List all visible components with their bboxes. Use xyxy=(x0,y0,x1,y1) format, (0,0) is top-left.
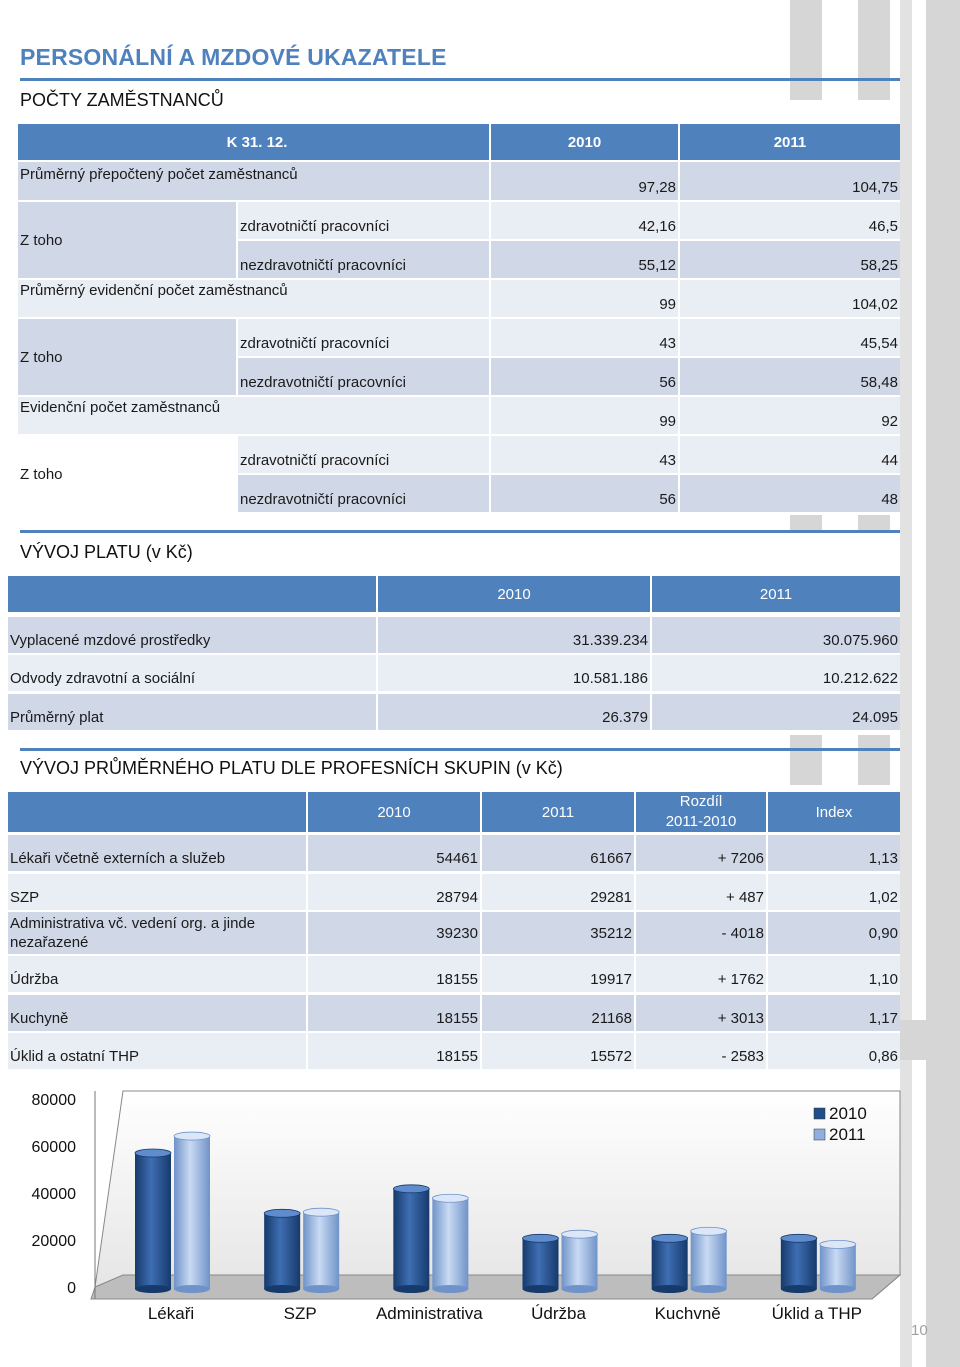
chart-bar-base xyxy=(393,1285,429,1293)
chart-bar-2011 xyxy=(562,1234,598,1289)
table3-cell-diff: - 4018 xyxy=(636,912,766,954)
table2-header-empty xyxy=(8,576,376,612)
table1-cell-2010: 55,12 xyxy=(491,241,678,278)
table3-cell-2010: 39230 xyxy=(308,912,480,954)
chart-xtick-label: Lékaři xyxy=(147,1304,195,1323)
page-title: PERSONÁLNÍ A MZDOVÉ UKAZATELE xyxy=(20,44,447,70)
table3-cell-2010: 18155 xyxy=(308,1033,480,1069)
chart-bar-base xyxy=(174,1285,210,1293)
table3-header-diff-line1: Rozdíl xyxy=(679,793,723,810)
chart-bar-2011 xyxy=(174,1136,210,1289)
decor-stripe xyxy=(790,735,822,785)
chart-bar-2011 xyxy=(820,1244,856,1289)
chart-bar-top xyxy=(393,1185,429,1193)
table1-cell-2010: 56 xyxy=(491,475,678,512)
table1-cell-2011: 45,54 xyxy=(680,319,900,356)
chart-legend-label: 2010 xyxy=(829,1104,867,1123)
table1-cell-2010: 99 xyxy=(491,397,678,434)
table3-cell-diff: + 1762 xyxy=(636,956,766,992)
section-title-salary: VÝVOJ PLATU (v Kč) xyxy=(20,542,193,562)
table1-cell-2011: 46,5 xyxy=(680,202,900,239)
chart-bar-2010 xyxy=(523,1238,559,1289)
chart-bar-base xyxy=(303,1285,339,1293)
table1-header-2011: 2011 xyxy=(680,124,900,160)
table3-row-label: Lékaři včetně externích a služeb xyxy=(8,835,306,871)
chart-bar-2010 xyxy=(264,1213,300,1289)
decor-stripe xyxy=(926,0,960,1367)
chart-xtick-label: Administrativa xyxy=(375,1304,483,1323)
chart-ytick-label: 20000 xyxy=(31,1233,76,1250)
decor-stripe xyxy=(858,735,890,785)
chart-bar-base xyxy=(820,1285,856,1293)
table2-header-2011: 2011 xyxy=(652,576,900,612)
chart-legend-swatch xyxy=(814,1129,825,1140)
table3-cell-index: 1,10 xyxy=(768,956,900,992)
table1-cell-2010: 42,16 xyxy=(491,202,678,239)
chart-xtick-label: Úklid a THP xyxy=(771,1304,863,1323)
section2-rule xyxy=(20,530,900,533)
table2-header-2010: 2010 xyxy=(378,576,650,612)
table2-cell-2010: 10.581.186 xyxy=(378,655,650,691)
decor-stripe xyxy=(900,1020,960,1060)
table3-cell-2011: 61667 xyxy=(482,835,634,871)
table1-cell-2011: 44 xyxy=(680,436,900,473)
chart-bar-top xyxy=(820,1240,856,1248)
table1-cell-2010: 99 xyxy=(491,280,678,317)
chart-bar-top xyxy=(174,1132,210,1140)
chart-ytick-label: 0 xyxy=(67,1280,76,1297)
chart-bar-2010 xyxy=(135,1153,171,1289)
table1-row-label xyxy=(18,397,489,434)
table3-cell-2010: 54461 xyxy=(308,835,480,871)
page-number: 10 xyxy=(911,1322,928,1339)
table3-cell-2011: 21168 xyxy=(482,995,634,1031)
table3-header-empty xyxy=(8,792,306,832)
table1-cell-2011: 104,75 xyxy=(680,162,900,200)
table1-row-label-text: Průměrný přepočtený počet zaměstnanců xyxy=(20,166,298,183)
chart-wall xyxy=(95,1091,900,1299)
chart-bar-base xyxy=(264,1285,300,1293)
table1-group-label: Z toho xyxy=(18,202,236,278)
table1-row-label xyxy=(18,162,489,200)
chart-bar-top xyxy=(135,1149,171,1157)
chart-bar-2011 xyxy=(432,1198,468,1289)
table1-cell-2011: 58,25 xyxy=(680,241,900,278)
table3-header-2011: 2011 xyxy=(482,792,634,832)
table1-header-2010: 2010 xyxy=(491,124,678,160)
section-title-professions: VÝVOJ PRŮMĚRNÉHO PLATU DLE PROFESNÍCH SKUPIN (v Kč) xyxy=(20,758,563,778)
table3-cell-index: 1,13 xyxy=(768,835,900,871)
table3-row-label: Údržba xyxy=(8,956,306,992)
chart-bar-2011 xyxy=(691,1231,727,1289)
table2-cell-2010: 31.339.234 xyxy=(378,617,650,653)
table1-sub-label: zdravotničtí pracovníci xyxy=(238,436,489,473)
table3-header-diff-line2: 2011-2010 xyxy=(665,813,737,830)
table1-cell-2010: 56 xyxy=(491,358,678,395)
table3-cell-index: 0,90 xyxy=(768,912,900,954)
chart-bar-top xyxy=(264,1209,300,1217)
table1-header-label: K 31. 12. xyxy=(226,133,288,151)
table2-row-label: Vyplacené mzdové prostředky xyxy=(8,617,376,653)
table2-row-label: Průměrný plat xyxy=(8,694,376,730)
salary-bar-chart xyxy=(0,1085,910,1340)
chart-bar-base xyxy=(135,1285,171,1293)
chart-bar-base xyxy=(562,1285,598,1293)
chart-bar-2011 xyxy=(303,1212,339,1289)
table3-cell-2010: 28794 xyxy=(308,874,480,910)
table1-sub-label: nezdravotničtí pracovníci xyxy=(238,241,489,278)
chart-xtick-label: Kuchvně xyxy=(654,1304,721,1323)
table1-cell-2011: 92 xyxy=(680,397,900,434)
chart-xtick-label: Údržba xyxy=(531,1304,586,1323)
chart-bar-2010 xyxy=(652,1238,688,1289)
table3-header-2010: 2010 xyxy=(308,792,480,832)
table3-row-label: SZP xyxy=(8,874,306,910)
chart-bar-base xyxy=(432,1285,468,1293)
table1-row-label xyxy=(18,280,489,317)
chart-ytick-label: 40000 xyxy=(31,1186,76,1203)
title-rule xyxy=(20,78,900,81)
chart-bar-base xyxy=(523,1285,559,1293)
table2-cell-2011: 24.095 xyxy=(652,694,900,730)
table1-group-label: Z toho xyxy=(18,436,236,512)
table1-cell-2011: 48 xyxy=(680,475,900,512)
section3-rule xyxy=(20,748,900,751)
table1-sub-label: zdravotničtí pracovníci xyxy=(238,202,489,239)
table1-cell-2010: 43 xyxy=(491,319,678,356)
chart-legend-swatch xyxy=(814,1108,825,1119)
table3-cell-2011: 19917 xyxy=(482,956,634,992)
table1-row-label-text: Průměrný evidenční počet zaměstnanců xyxy=(20,282,288,299)
chart-bar-top xyxy=(523,1234,559,1242)
table1-sub-label: nezdravotničtí pracovníci xyxy=(238,358,489,395)
table1-cell-2010: 43 xyxy=(491,436,678,473)
table3-cell-2011: 35212 xyxy=(482,912,634,954)
chart-ytick-label: 60000 xyxy=(31,1139,76,1156)
table3-row-label: Úklid a ostatní THP xyxy=(8,1033,306,1069)
chart-floor xyxy=(91,1275,900,1299)
table3-cell-index: 0,86 xyxy=(768,1033,900,1069)
table3-cell-index: 1,17 xyxy=(768,995,900,1031)
chart-bar-top xyxy=(652,1234,688,1242)
section-title-headcount: POČTY ZAMĚSTNANCŮ xyxy=(20,90,224,110)
table3-cell-2011: 29281 xyxy=(482,874,634,910)
chart-bar-top xyxy=(781,1234,817,1242)
chart-bar-top xyxy=(691,1227,727,1235)
table3-cell-diff: + 7206 xyxy=(636,835,766,871)
table2-row-label: Odvody zdravotní a sociální xyxy=(8,655,376,691)
table2-cell-2011: 30.075.960 xyxy=(652,617,900,653)
table3-cell-index: 1,02 xyxy=(768,874,900,910)
chart-bar-2010 xyxy=(393,1189,429,1289)
table1-sub-label: nezdravotničtí pracovníci xyxy=(238,475,489,512)
table1-group-label: Z toho xyxy=(18,319,236,395)
chart-bar-base xyxy=(652,1285,688,1293)
table3-row-label: Administrativa vč. vedení org. a jinde nezařazené xyxy=(8,912,306,954)
chart-bar-top xyxy=(303,1208,339,1216)
table3-cell-diff: + 487 xyxy=(636,874,766,910)
table3-cell-2010: 18155 xyxy=(308,995,480,1031)
decor-stripe xyxy=(790,0,822,100)
decor-stripe xyxy=(858,0,890,100)
table1-cell-2010: 97,28 xyxy=(491,162,678,200)
table2-cell-2011: 10.212.622 xyxy=(652,655,900,691)
chart-bar-top xyxy=(432,1194,468,1202)
table3-cell-diff: - 2583 xyxy=(636,1033,766,1069)
table3-cell-2010: 18155 xyxy=(308,956,480,992)
chart-legend-label: 2011 xyxy=(829,1125,866,1144)
table2-cell-2010: 26.379 xyxy=(378,694,650,730)
chart-ytick-label: 80000 xyxy=(31,1092,76,1109)
table3-header-diff xyxy=(636,792,766,832)
chart-bar-top xyxy=(562,1230,598,1238)
chart-bar-base xyxy=(781,1285,817,1293)
table3-cell-2011: 15572 xyxy=(482,1033,634,1069)
table1-cell-2011: 104,02 xyxy=(680,280,900,317)
table1-sub-label: zdravotničtí pracovníci xyxy=(238,319,489,356)
table3-row-label: Kuchyně xyxy=(8,995,306,1031)
table3-cell-diff: + 3013 xyxy=(636,995,766,1031)
table1-row-label-text: Evidenční počet zaměstnanců xyxy=(20,399,221,416)
table1-cell-2011: 58,48 xyxy=(680,358,900,395)
table3-header-index: Index xyxy=(768,792,900,832)
chart-xtick-label: SZP xyxy=(283,1304,317,1323)
chart-bar-2010 xyxy=(781,1238,817,1289)
chart-bar-base xyxy=(691,1285,727,1293)
